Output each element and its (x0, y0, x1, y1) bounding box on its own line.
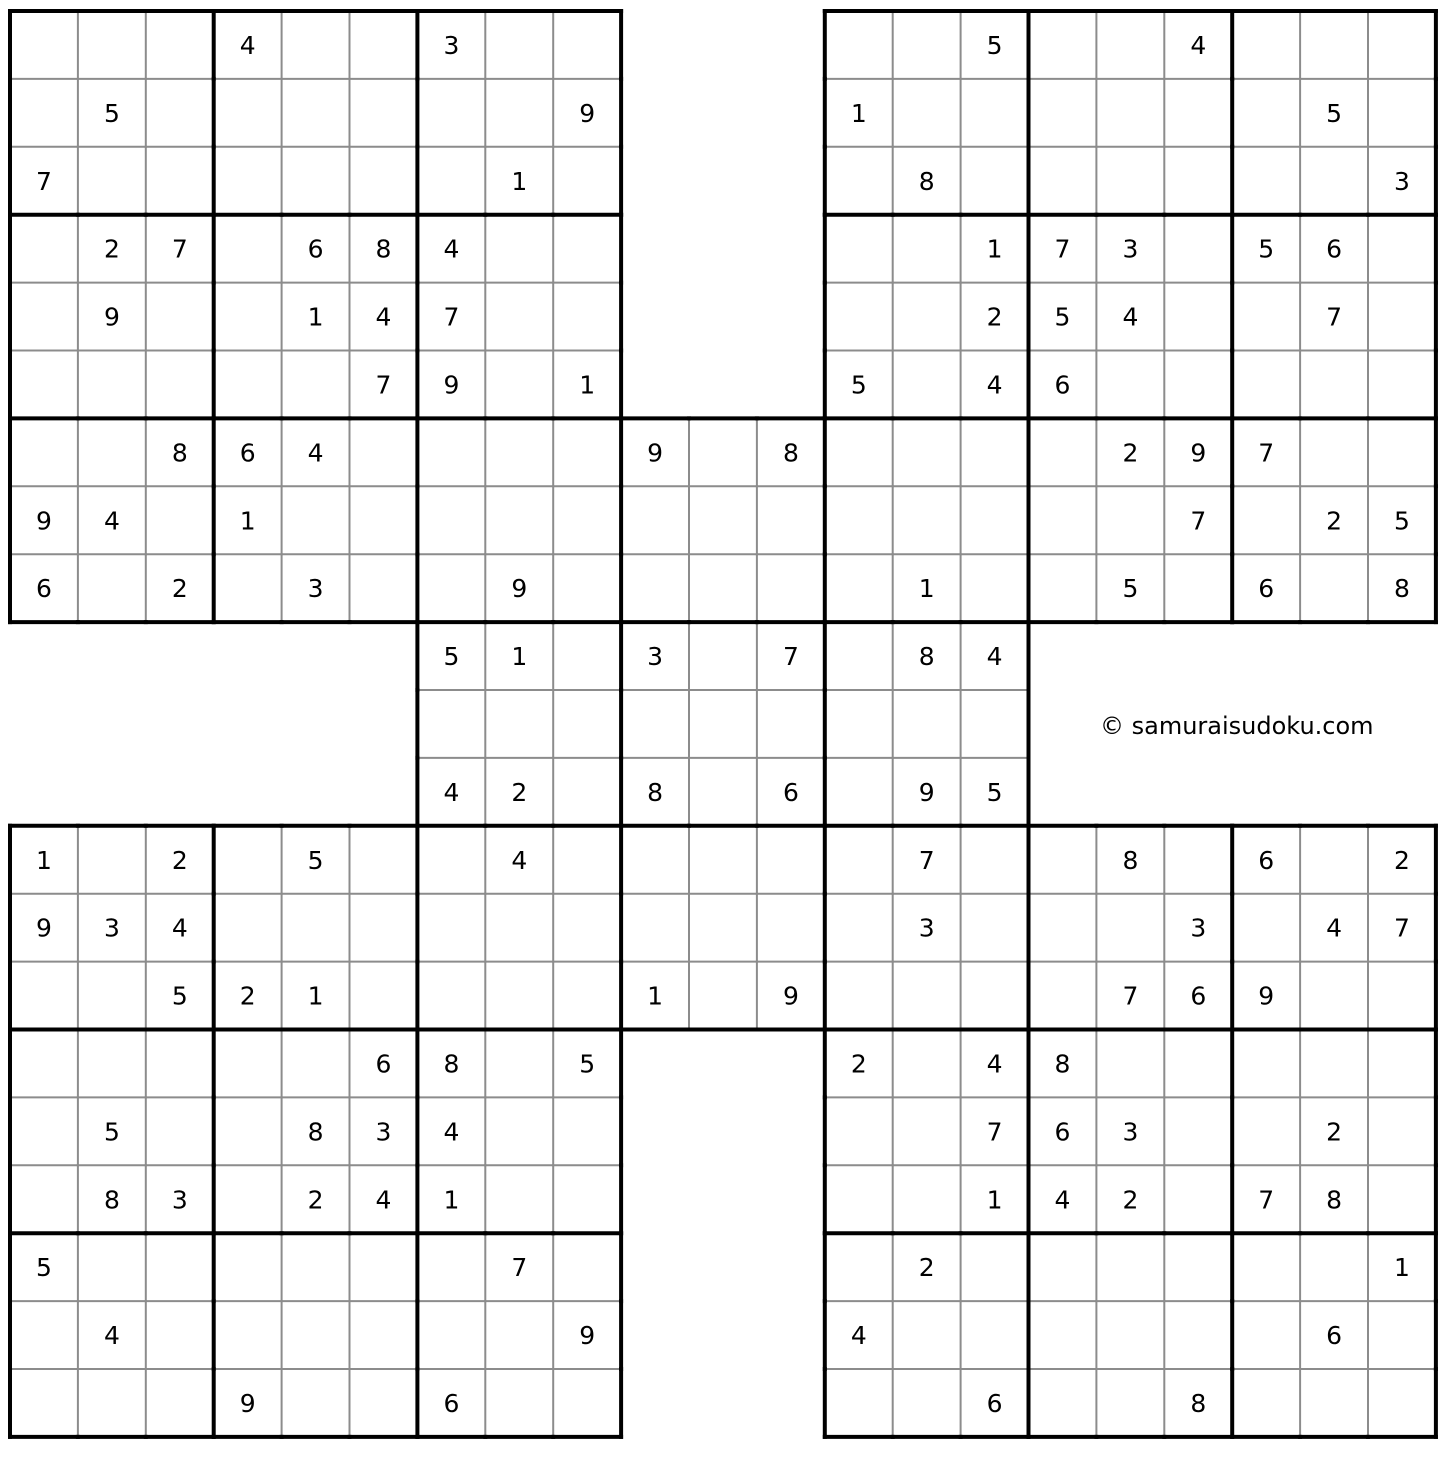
given-digit: 5 (986, 777, 1003, 807)
given-digit: 8 (1122, 845, 1139, 875)
given-digit: 8 (782, 438, 799, 468)
given-digit: 6 (1190, 981, 1207, 1011)
given-digit: 8 (307, 1117, 324, 1147)
given-digit: 6 (1258, 845, 1275, 875)
given-digit: 5 (103, 98, 120, 128)
given-digit: 4 (1190, 31, 1207, 60)
given-digit: 6 (1054, 370, 1071, 400)
given-digit: 1 (850, 98, 867, 128)
given-digit: 3 (1190, 913, 1207, 943)
given-digit: 2 (307, 1185, 324, 1215)
given-digit: 7 (1190, 506, 1207, 536)
given-digit: 4 (171, 913, 188, 943)
given-digit: 7 (1394, 913, 1410, 943)
given-digit: 6 (1326, 1321, 1343, 1351)
given-digit: 4 (1054, 1185, 1071, 1215)
given-digit: 6 (1326, 234, 1343, 264)
given-digit: 9 (579, 1321, 596, 1351)
given-digit: 7 (443, 302, 460, 332)
given-digit: 2 (103, 234, 120, 264)
given-digit: 1 (239, 506, 256, 536)
given-digit: 1 (986, 234, 1003, 264)
given-digit: 9 (782, 981, 799, 1011)
given-digit: 7 (1122, 981, 1139, 1011)
given-digit: 1 (918, 574, 935, 604)
given-digit: 6 (1054, 1117, 1071, 1147)
given-digit: 2 (850, 1049, 867, 1079)
given-digit: 4 (850, 1321, 867, 1351)
given-digit: 3 (307, 574, 324, 604)
given-digit: 3 (647, 642, 664, 672)
given-digit: 4 (1326, 913, 1343, 943)
given-digit: 4 (986, 642, 1003, 672)
given-digit: 7 (375, 370, 392, 400)
given-digit: 5 (579, 1049, 596, 1079)
given-digit: 6 (782, 777, 799, 807)
given-digit: 8 (443, 1049, 460, 1079)
given-digit: 1 (579, 370, 596, 400)
given-digit: 4 (307, 438, 324, 468)
given-digit: 6 (307, 234, 324, 264)
given-digit: 4 (1122, 302, 1139, 332)
given-digit: 9 (36, 506, 52, 536)
given-digit: 9 (103, 302, 120, 332)
given-digit: 4 (443, 1117, 460, 1147)
given-digit: 1 (443, 1185, 460, 1215)
given-digit: 3 (103, 913, 120, 943)
given-digit: 5 (36, 1253, 52, 1283)
given-digit: 2 (918, 1253, 935, 1283)
given-digit: 4 (443, 234, 460, 264)
given-digit: 4 (375, 302, 392, 332)
given-digit: 9 (1258, 981, 1275, 1011)
given-digit: 2 (239, 981, 256, 1011)
given-digit: 7 (36, 166, 52, 196)
given-digit: 9 (918, 777, 935, 807)
given-digit: 4 (443, 777, 460, 807)
given-digit: 8 (1190, 1389, 1207, 1418)
given-digit: 2 (1326, 506, 1343, 536)
given-digit: 7 (918, 845, 935, 875)
given-digit: 5 (1122, 574, 1139, 604)
given-digit: 7 (511, 1253, 528, 1283)
given-digit: 5 (103, 1117, 120, 1147)
given-digit: 9 (443, 370, 460, 400)
given-digit: 2 (1326, 1117, 1343, 1147)
given-digit: 5 (1258, 234, 1275, 264)
given-digit: 2 (171, 574, 188, 604)
given-digit: 5 (443, 642, 460, 672)
given-digit: 4 (375, 1185, 392, 1215)
given-digit: 3 (1122, 1117, 1139, 1147)
given-digit: 2 (1394, 845, 1410, 875)
given-digit: 5 (1054, 302, 1071, 332)
given-digit: 7 (1258, 1185, 1275, 1215)
given-digit: 1 (1394, 1253, 1410, 1283)
given-digit: 7 (1326, 302, 1343, 332)
given-digit: 4 (986, 1049, 1003, 1079)
given-digit: 8 (918, 166, 935, 196)
given-digit: 7 (1054, 234, 1071, 264)
given-digit: 8 (171, 438, 188, 468)
given-digit: 4 (103, 1321, 120, 1351)
given-digit: 2 (511, 777, 528, 807)
given-digit: 7 (171, 234, 188, 264)
given-digit: 8 (647, 777, 664, 807)
given-digit: 4 (239, 31, 256, 60)
given-digit: 6 (239, 438, 256, 468)
given-digit: 1 (511, 642, 528, 672)
given-digit: 5 (1394, 506, 1410, 536)
given-digit: 4 (511, 845, 528, 875)
given-digit: 5 (850, 370, 867, 400)
given-digit: 8 (1054, 1049, 1071, 1079)
given-digit: 1 (986, 1185, 1003, 1215)
given-digit: 9 (511, 574, 528, 604)
given-digit: 7 (986, 1117, 1003, 1147)
given-digit: 6 (986, 1389, 1003, 1418)
given-digit: 2 (1122, 438, 1139, 468)
given-digit: 9 (579, 98, 596, 128)
given-digit: 6 (1258, 574, 1275, 604)
given-digit: 4 (103, 506, 120, 536)
given-digit: 4 (986, 370, 1003, 400)
given-digit: 9 (36, 913, 52, 943)
given-digit: 3 (1122, 234, 1139, 264)
given-digit: 3 (918, 913, 935, 943)
given-digit: 5 (1326, 98, 1343, 128)
given-digit: 8 (918, 642, 935, 672)
given-digit: 5 (986, 31, 1003, 60)
copyright-text: © samuraisudoku.com (1100, 712, 1374, 740)
given-digit: 9 (239, 1389, 256, 1418)
given-digit: 6 (375, 1049, 392, 1079)
given-digit: 5 (171, 981, 188, 1011)
given-digit: 3 (1394, 166, 1410, 196)
given-digit: 9 (647, 438, 664, 468)
given-digit: 8 (103, 1185, 120, 1215)
given-digit: 2 (986, 302, 1003, 332)
given-digit: 3 (375, 1117, 392, 1147)
given-digit: 5 (307, 845, 324, 875)
given-digit: 1 (647, 981, 664, 1011)
given-digit: 8 (1394, 574, 1410, 604)
given-digit: 1 (511, 166, 528, 196)
given-digit: 3 (443, 31, 460, 60)
given-digit: 1 (307, 981, 324, 1011)
given-digit: 1 (307, 302, 324, 332)
given-digit: 6 (443, 1389, 460, 1418)
given-digit: 2 (171, 845, 188, 875)
given-digit: 1 (36, 845, 52, 875)
given-digit: 2 (1122, 1185, 1139, 1215)
given-digit: 6 (36, 574, 52, 604)
given-digit: 8 (1326, 1185, 1343, 1215)
given-digit: 7 (782, 642, 799, 672)
given-digit: 3 (171, 1185, 188, 1215)
given-digit: 7 (1258, 438, 1275, 468)
given-digit: 8 (375, 234, 392, 264)
given-digit: 9 (1190, 438, 1207, 468)
